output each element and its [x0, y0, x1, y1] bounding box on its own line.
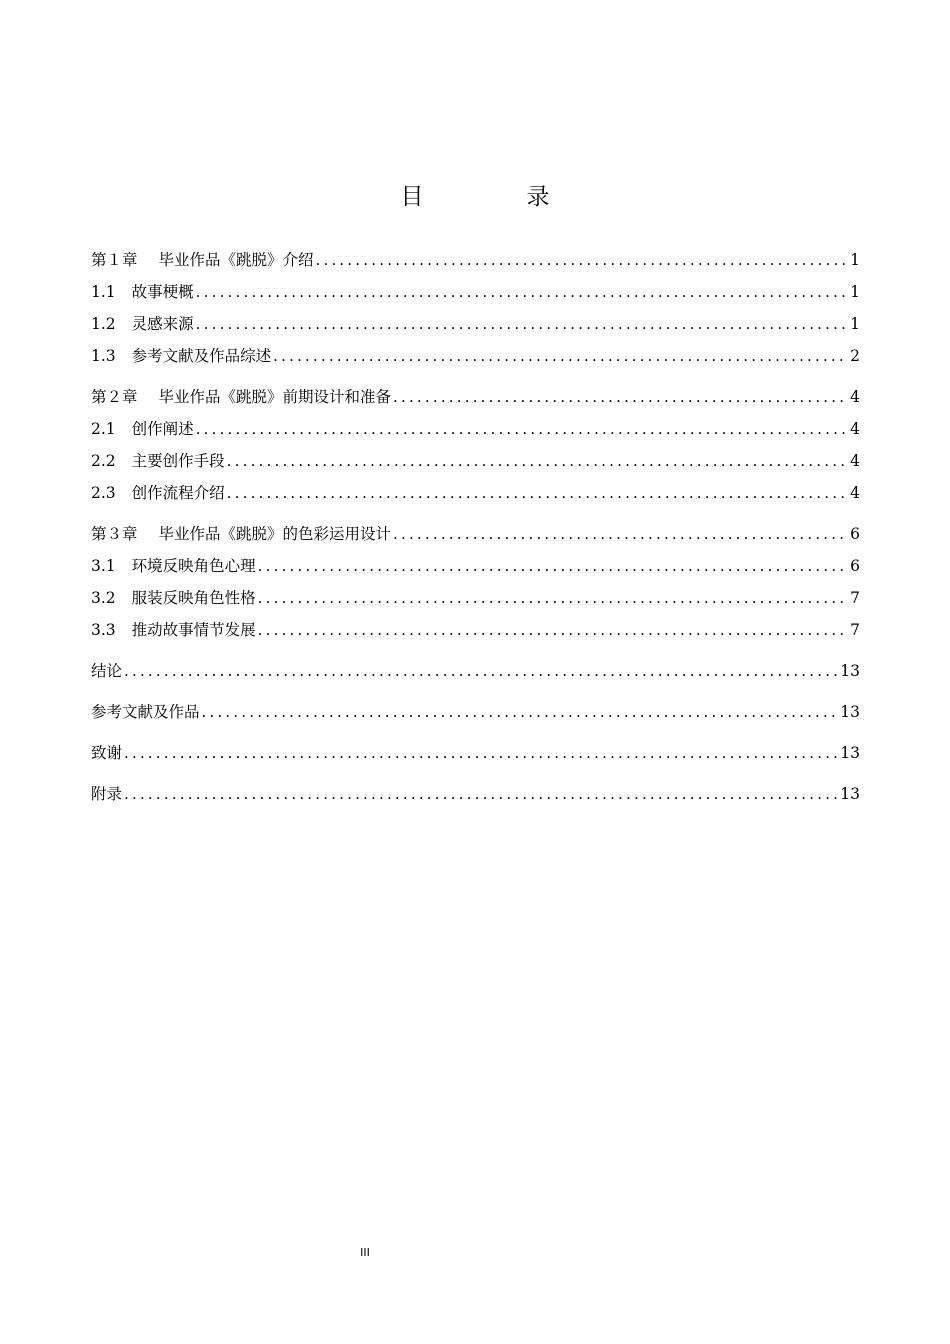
- toc-entry-page: 6: [850, 557, 860, 575]
- toc-entry-page: 13: [840, 744, 860, 762]
- toc-entry-page: 4: [850, 484, 860, 502]
- toc-entry-number: 第１章: [91, 251, 138, 269]
- toc-entry-text: 故事梗概: [131, 283, 194, 301]
- toc-leader-dots: [227, 445, 847, 477]
- toc-entry-appendix[interactable]: [91, 778, 860, 810]
- toc-entry-number: 2.2: [91, 452, 116, 470]
- toc-entry-references[interactable]: [91, 696, 860, 728]
- toc-entry-number: 2.1: [91, 420, 116, 438]
- toc-entry-section-1-3[interactable]: [91, 340, 860, 372]
- toc-entry-page: 1: [850, 315, 860, 333]
- toc-entry-number: 1.3: [91, 347, 116, 365]
- toc-entry-text: 毕业作品《跳脱》的色彩运用设计: [158, 525, 392, 543]
- toc-entry-text: 创作流程介绍: [131, 484, 225, 502]
- toc-entry-chapter-1[interactable]: [91, 244, 860, 276]
- toc-entry-conclusion[interactable]: [91, 655, 860, 687]
- toc-leader-dots: [258, 614, 847, 646]
- toc-title: 目 录: [400, 184, 590, 210]
- toc-entry-page: 13: [840, 785, 860, 803]
- toc-leader-dots: [316, 244, 848, 276]
- toc-entry-text: 附录: [91, 785, 123, 803]
- toc-entry-number: 第２章: [91, 388, 138, 406]
- toc-entry-acknowledgements[interactable]: [91, 737, 860, 769]
- toc-leader-dots: [202, 696, 838, 728]
- toc-entry-number: 3.3: [91, 621, 116, 639]
- toc-entry-text: 结论: [91, 662, 123, 680]
- toc-leader-dots: [227, 477, 847, 509]
- toc-entry-page: 1: [850, 283, 860, 301]
- toc-entry-text: 致谢: [91, 744, 123, 762]
- toc-entry-page: 1: [850, 251, 860, 269]
- toc-entry-section-2-3[interactable]: [91, 477, 860, 509]
- toc-entry-section-2-1[interactable]: [91, 413, 860, 445]
- toc-leader-dots: [124, 778, 837, 810]
- toc-entry-text: 推动故事情节发展: [131, 621, 256, 639]
- toc-entry-page: 4: [850, 452, 860, 470]
- toc-entry-page: 2: [850, 347, 860, 365]
- toc-list: [91, 244, 860, 810]
- toc-entry-number: 3.1: [91, 557, 116, 575]
- toc-leader-dots: [258, 582, 847, 614]
- toc-entry-page: 4: [850, 420, 860, 438]
- toc-entry-page: 7: [850, 621, 860, 639]
- toc-entry-number: 1.1: [91, 283, 116, 301]
- toc-entry-page: 13: [840, 703, 860, 721]
- toc-leader-dots: [393, 381, 847, 413]
- toc-entry-text: 灵感来源: [131, 315, 194, 333]
- toc-entry-chapter-2[interactable]: [91, 381, 860, 413]
- toc-leader-dots: [196, 413, 847, 445]
- toc-entry-page: 7: [850, 589, 860, 607]
- toc-entry-section-3-3[interactable]: [91, 614, 860, 646]
- toc-leader-dots: [258, 550, 847, 582]
- toc-entry-page: 13: [840, 662, 860, 680]
- toc-entry-section-3-1[interactable]: [91, 550, 860, 582]
- page-number: III: [360, 1246, 370, 1259]
- toc-entry-section-3-2[interactable]: [91, 582, 860, 614]
- toc-leader-dots: [273, 340, 847, 372]
- toc-entry-text: 参考文献及作品综述: [131, 347, 272, 365]
- toc-entry-number: 2.3: [91, 484, 116, 502]
- toc-entry-text: 参考文献及作品: [91, 703, 200, 721]
- toc-entry-section-2-2[interactable]: [91, 445, 860, 477]
- toc-entry-number: 第３章: [91, 525, 138, 543]
- toc-entry-number: 1.2: [91, 315, 116, 333]
- toc-entry-number: 3.2: [91, 589, 116, 607]
- toc-leader-dots: [196, 276, 847, 308]
- toc-entry-section-1-2[interactable]: [91, 308, 860, 340]
- toc-entry-text: 毕业作品《跳脱》前期设计和准备: [158, 388, 392, 406]
- toc-leader-dots: [124, 655, 837, 687]
- toc-entry-section-1-1[interactable]: [91, 276, 860, 308]
- toc-entry-text: 服装反映角色性格: [131, 589, 256, 607]
- toc-entry-text: 毕业作品《跳脱》介绍: [158, 251, 314, 269]
- toc-leader-dots: [196, 308, 847, 340]
- toc-entry-text: 主要创作手段: [131, 452, 225, 470]
- toc-entry-page: 4: [850, 388, 860, 406]
- toc-leader-dots: [124, 737, 837, 769]
- toc-leader-dots: [393, 518, 847, 550]
- toc-entry-text: 环境反映角色心理: [131, 557, 256, 575]
- toc-entry-page: 6: [850, 525, 860, 543]
- toc-entry-text: 创作阐述: [131, 420, 194, 438]
- toc-entry-chapter-3[interactable]: [91, 518, 860, 550]
